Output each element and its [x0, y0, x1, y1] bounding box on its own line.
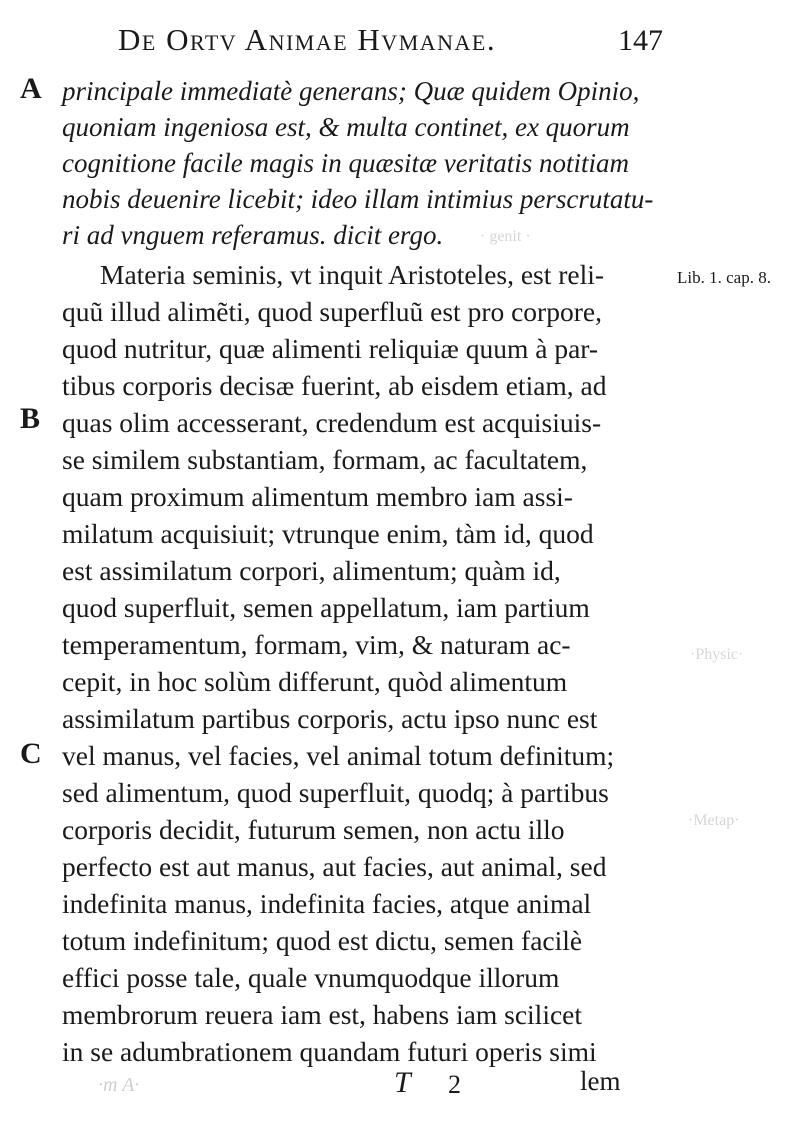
running-header [118, 22, 663, 58]
signature-number: 2 [448, 1070, 461, 1099]
text-line: se similem substantiam, formam, ac facultatem, [62, 444, 588, 475]
text-line: quũ illud alimẽti, quod superfluũ est pro corpore, [62, 296, 602, 327]
section-marker-b: B [20, 402, 41, 435]
italic-line: quoniam ingeniosa est, & multa continet, ex quorum [62, 112, 630, 142]
italic-line: cognitione facile magis in quæsitæ veritatis notitiam [62, 148, 629, 178]
text-line: tibus corporis decisæ fuerint, ab eisdem etiam, ad [62, 370, 607, 401]
text-line: est assimilatum corpori, alimentum; quàm id, [62, 555, 561, 586]
italic-line: principale immediatè generans; Quæ quidem Opinio, [62, 76, 640, 106]
text-line: in se adumbrationem quandam futuri operis simi [62, 1036, 597, 1067]
text-line: corporis decidit, futurum semen, non actu illo [62, 814, 565, 845]
bleed-through-mark: ·m A· [98, 1074, 140, 1096]
section-marker-a: A [20, 72, 42, 105]
text-line: indefinita manus, indefinita facies, atque animal [62, 888, 592, 919]
text-line: quod nutritur, quæ alimenti reliquiæ quum à par- [62, 333, 599, 364]
text-line: totum indefinitum; quod est dictu, semen facilè [62, 925, 583, 956]
text-line: assimilatum partibus corporis, actu ipso nunc est [62, 703, 598, 734]
text-line: temperamentum, formam, vim, & naturam ac- [62, 629, 571, 660]
page-number: 147 [618, 24, 663, 57]
text-line: quam proximum alimentum membro iam assi- [62, 481, 573, 512]
text-line: perfecto est aut manus, aut facies, aut animal, sed [62, 851, 607, 882]
margin-note: Lib. 1. cap. 8. [677, 268, 771, 287]
text-line: quod superfluit, semen appellatum, iam partium [62, 592, 590, 623]
italic-line: nobis deuenire licebit; ideo illam intimius perscrutatu- [62, 184, 654, 214]
running-title: De Ortv Animae Hvmanae. [118, 22, 497, 57]
signature-mark: T [394, 1066, 411, 1099]
text-line: sed alimentum, quod superfluit, quodq; à partibus [62, 777, 609, 808]
text-line: membrorum reuera iam est, habens iam scilicet [62, 999, 583, 1030]
bleed-through-mark: · genit · [480, 228, 531, 245]
bleed-through-mark: ·Metap· [688, 812, 740, 829]
text-line: milatum acquisiuit; vtrunque enim, tàm id, quod [62, 518, 594, 549]
text-line: quas olim accesserant, credendum est acquisiuis- [62, 407, 602, 438]
text-line: effici posse tale, quale vnumquodque illorum [62, 962, 560, 993]
page-footer [0, 1066, 800, 1106]
italic-line: ri ad vnguem referamus. dicit ergo. [62, 220, 444, 250]
text-line: cepit, in hoc solùm differunt, quòd alimentum [62, 666, 568, 697]
section-marker-c: C [20, 737, 42, 770]
text-line: Materia seminis, vt inquit Aristoteles, est reli- [100, 259, 605, 290]
catchword: lem [580, 1066, 621, 1096]
bleed-through-mark: ·Physic· [690, 646, 744, 663]
text-line: vel manus, vel facies, vel animal totum definitum; [62, 740, 615, 771]
